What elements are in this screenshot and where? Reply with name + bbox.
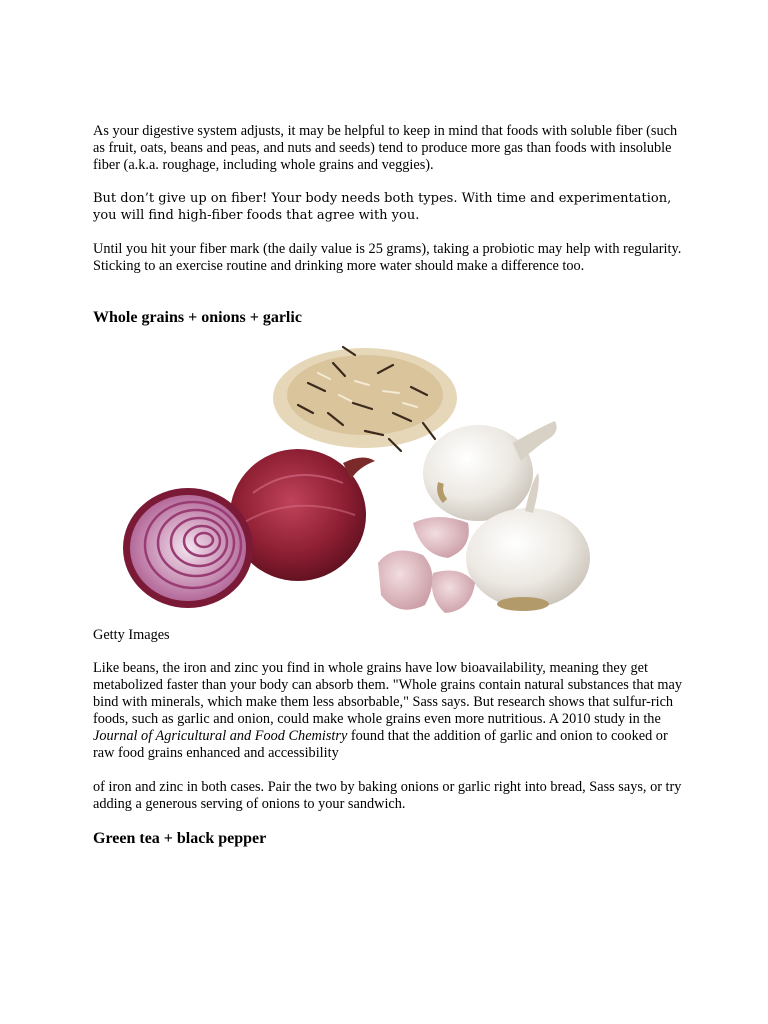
paragraph-bioavailability-start: Like beans, the iron and zinc you find in whole grains have low bioavailability, meaning they get metabolized faster than your body can absorb them. "Whole grains contain natural substances that may bind with minerals, which make them less absorbable," Sass says. But research shows that sulfur-rich foods, such as garlic and onion, could make whole grains even more nutritious. A 2010 study in the (93, 660, 683, 727)
heading-whole-grains-onions-garlic: Whole grains + onions + garlic (93, 309, 302, 326)
paragraph-pair-suggestion: of iron and zinc in both cases. Pair the two by baking onions or garlic right into bread, Sass says, or try adding a generous serving of onions to your sandwich. (93, 779, 682, 812)
heading-green-tea-black-pepper: Green tea + black pepper (93, 830, 267, 847)
image-caption: Getty Images (93, 627, 170, 643)
paragraph-fiber-gas: As your digestive system adjusts, it may be helpful to keep in mind that foods with soluble fiber (such as fruit, oats, beans and peas, and nuts and seeds) tend to produce more gas than foods with insoluble fiber (a.k.a. roughage, including whole grains and veggies). (93, 123, 678, 173)
paragraph-bioavailability (93, 660, 683, 762)
red-onion-half (123, 488, 253, 608)
paragraph-dont-give-up: But don’t give up on fiber! Your body needs both types. With time and experimentation, you will find high-fiber foods that agree with you. (93, 191, 672, 223)
journal-title: Journal of Agricultural and Food Chemistry (93, 728, 348, 744)
paragraph-fiber-mark: Until you hit your fiber mark (the daily value is 25 grams), taking a probiotic may help with regularity. Sticking to an exercise routine and drinking more water should make a difference too. (93, 241, 682, 274)
paragraph-bioavailability-end: found that the addition of garlic and onion to cooked or raw food grains enhanced and accessibility (93, 728, 668, 761)
grains-onion-garlic-photo (93, 343, 623, 626)
